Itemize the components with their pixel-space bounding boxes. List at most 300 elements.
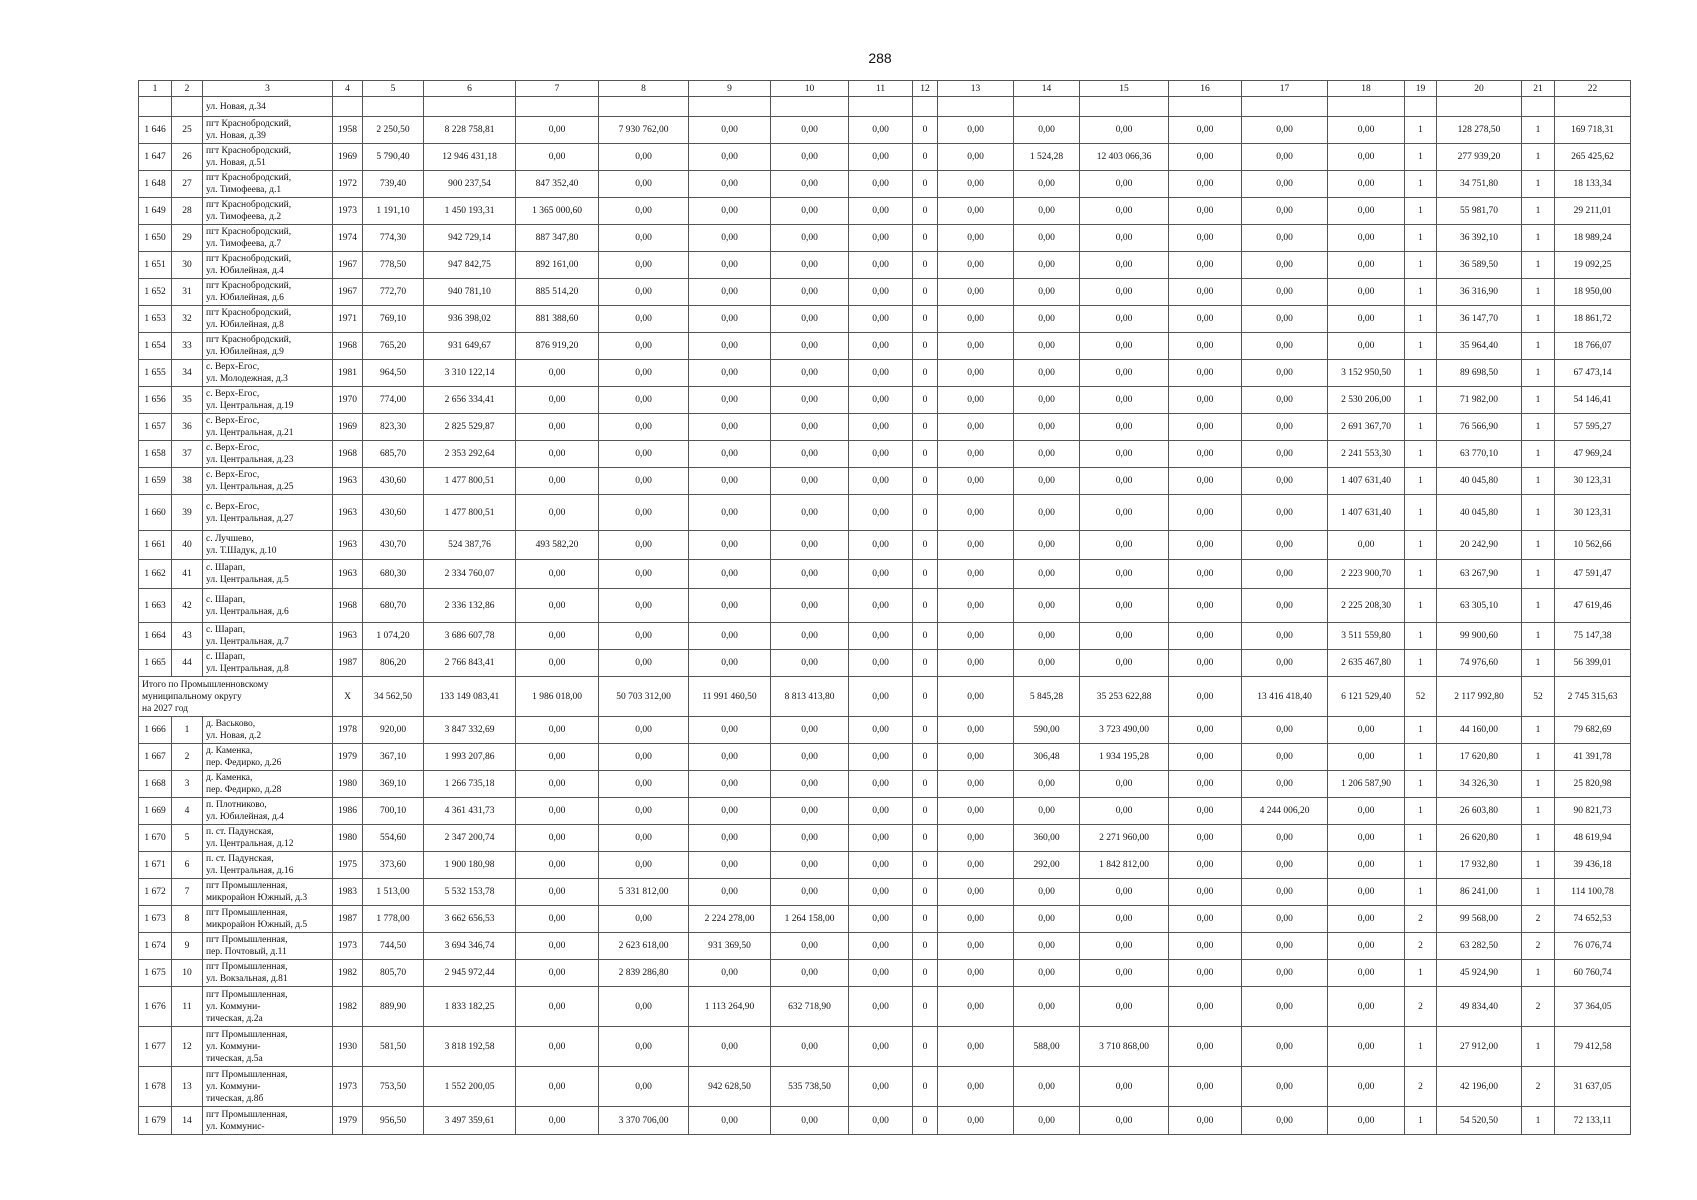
table-cell: 0,00	[1242, 387, 1328, 414]
table-cell: 1	[1522, 495, 1555, 531]
table-cell: 17 620,80	[1437, 744, 1522, 771]
table-cell: 8	[172, 906, 203, 933]
table-cell: 31	[172, 279, 203, 306]
table-cell: 30	[172, 252, 203, 279]
table-cell: 2 530 206,00	[1328, 387, 1405, 414]
table-row	[139, 960, 1631, 987]
table-cell: 0	[913, 960, 938, 987]
table-cell: 0,00	[516, 387, 599, 414]
table-cell: 43	[172, 623, 203, 650]
table-cell: 1958	[333, 117, 363, 144]
table-cell: 3 710 868,00	[1080, 1027, 1169, 1067]
table-cell: 0,00	[1242, 144, 1328, 171]
table-cell: 806,20	[363, 650, 424, 677]
table-cell: 13	[172, 1067, 203, 1107]
table-cell: 1	[1522, 717, 1555, 744]
table-row	[139, 144, 1631, 171]
table-cell: 5 331 812,00	[599, 879, 689, 906]
table-cell: 1	[1522, 960, 1555, 987]
table-cell: 2 353 292,64	[424, 441, 516, 468]
table-cell: 0,00	[771, 960, 849, 987]
table-cell: 0,00	[938, 387, 1014, 414]
table-cell: 0,00	[599, 333, 689, 360]
table-cell: 0,00	[771, 333, 849, 360]
table-cell: 0,00	[849, 825, 913, 852]
table-cell: 0,00	[599, 360, 689, 387]
table-cell: 1	[1405, 852, 1437, 879]
table-cell: 1974	[333, 225, 363, 252]
table-cell: 0,00	[849, 495, 913, 531]
table-cell: 0,00	[849, 717, 913, 744]
table-cell: 86 241,00	[1437, 879, 1522, 906]
address-cell: с. Шарап, ул. Центральная, д.5	[203, 560, 333, 589]
table-cell: 33	[172, 333, 203, 360]
table-row	[139, 441, 1631, 468]
table-cell: 34 326,30	[1437, 771, 1522, 798]
table-cell: 1	[1405, 744, 1437, 771]
table-cell	[1522, 97, 1555, 117]
table-cell: 0,00	[516, 468, 599, 495]
table-cell: 0,00	[599, 279, 689, 306]
table-cell: 1	[1522, 531, 1555, 560]
table-cell: 2 334 760,07	[424, 560, 516, 589]
table-cell: 1973	[333, 933, 363, 960]
table-cell: 0,00	[516, 1107, 599, 1135]
table-cell: 0,00	[849, 960, 913, 987]
table-cell: 1	[1522, 879, 1555, 906]
table-cell: 0,00	[1080, 414, 1169, 441]
table-cell: 44 160,00	[1437, 717, 1522, 744]
table-cell: 11 991 460,50	[689, 677, 771, 717]
table-cell: 1963	[333, 531, 363, 560]
table-cell: 0,00	[1169, 252, 1242, 279]
table-cell: 1	[1405, 306, 1437, 333]
table-cell: 1982	[333, 987, 363, 1027]
table-cell: 1	[1405, 117, 1437, 144]
table-cell: 0,00	[771, 225, 849, 252]
table-cell: 744,50	[363, 933, 424, 960]
table-cell: 0,00	[689, 744, 771, 771]
column-header: 9	[689, 81, 771, 97]
table-cell	[849, 97, 913, 117]
table-cell: 1	[1522, 171, 1555, 198]
table-cell: 0,00	[516, 771, 599, 798]
table-cell: 0,00	[1014, 414, 1080, 441]
address-cell: с. Шарап, ул. Центральная, д.6	[203, 589, 333, 623]
table-cell: 931 649,67	[424, 333, 516, 360]
table-cell: 0,00	[516, 1027, 599, 1067]
table-cell: 1 666	[139, 717, 172, 744]
table-cell: 0,00	[1242, 279, 1328, 306]
table-cell: 1	[1522, 1107, 1555, 1135]
table-cell: 1	[1522, 744, 1555, 771]
table-row	[139, 306, 1631, 333]
table-cell: 76 566,90	[1437, 414, 1522, 441]
table-cell: 0,00	[938, 798, 1014, 825]
table-cell: 0	[913, 144, 938, 171]
table-cell: 1	[1405, 560, 1437, 589]
table-cell: 0,00	[1328, 879, 1405, 906]
table-cell: 1969	[333, 144, 363, 171]
table-cell: 0,00	[849, 279, 913, 306]
table-cell: 1 900 180,98	[424, 852, 516, 879]
address-cell: с. Шарап, ул. Центральная, д.7	[203, 623, 333, 650]
table-cell: 805,70	[363, 960, 424, 987]
table-cell: 0	[913, 852, 938, 879]
table-cell: 4 244 006,20	[1242, 798, 1328, 825]
table-cell: 2 223 900,70	[1328, 560, 1405, 589]
table-cell: 0,00	[1169, 798, 1242, 825]
table-cell: 1 646	[139, 117, 172, 144]
table-cell	[1242, 97, 1328, 117]
column-header: 16	[1169, 81, 1242, 97]
table-cell: 1979	[333, 1107, 363, 1135]
table-cell: 79 682,69	[1555, 717, 1631, 744]
table-cell: 0,00	[599, 1027, 689, 1067]
table-cell: 1 524,28	[1014, 144, 1080, 171]
table-cell: 887 347,80	[516, 225, 599, 252]
table-cell: 0	[913, 623, 938, 650]
address-cell: с. Лучшево, ул. Т.Шадук, д.10	[203, 531, 333, 560]
table-cell: 2 656 334,41	[424, 387, 516, 414]
table-cell: 2 241 553,30	[1328, 441, 1405, 468]
table-cell: 0,00	[1242, 717, 1328, 744]
table-cell: 0	[913, 531, 938, 560]
table-cell: 0,00	[1080, 906, 1169, 933]
table-cell: 1 662	[139, 560, 172, 589]
table-cell: 0,00	[1242, 560, 1328, 589]
table-cell: 1	[1522, 360, 1555, 387]
table-cell: 0,00	[599, 171, 689, 198]
table-cell: 0	[913, 360, 938, 387]
table-cell: 1969	[333, 414, 363, 441]
table-cell: 0,00	[1014, 279, 1080, 306]
table-cell: 18 133,34	[1555, 171, 1631, 198]
table-cell: 0,00	[1242, 531, 1328, 560]
table-row	[139, 879, 1631, 906]
table-cell: 306,48	[1014, 744, 1080, 771]
table-cell: 1	[1405, 589, 1437, 623]
table-row	[139, 387, 1631, 414]
column-header: 19	[1405, 81, 1437, 97]
table-cell: 32	[172, 306, 203, 333]
table-cell: 0,00	[849, 1027, 913, 1067]
table-cell: 2 271 960,00	[1080, 825, 1169, 852]
table-cell: 554,60	[363, 825, 424, 852]
table-cell: 42	[172, 589, 203, 623]
table-cell: 0,00	[1328, 960, 1405, 987]
table-row	[139, 798, 1631, 825]
table-cell: 3 152 950,50	[1328, 360, 1405, 387]
table-cell: 0,00	[771, 495, 849, 531]
table-cell: 1 477 800,51	[424, 495, 516, 531]
table-cell: 0,00	[1080, 306, 1169, 333]
table-cell: 0,00	[1080, 560, 1169, 589]
table-cell: 0	[913, 1067, 938, 1107]
table-cell: 940 781,10	[424, 279, 516, 306]
address-cell: пгт Промышленная, микрорайон Южный, д.5	[203, 906, 333, 933]
table-cell: 0,00	[689, 531, 771, 560]
table-cell: 0,00	[1169, 495, 1242, 531]
table-cell: 5 532 153,78	[424, 879, 516, 906]
column-header: 12	[913, 81, 938, 97]
table-cell: 63 282,50	[1437, 933, 1522, 960]
table-cell: 680,30	[363, 560, 424, 589]
table-cell: 74 652,53	[1555, 906, 1631, 933]
table-cell: 0	[913, 987, 938, 1027]
table-cell: 0	[913, 906, 938, 933]
address-cell: пгт Краснобродский, ул. Тимофеева, д.1	[203, 171, 333, 198]
table-cell: 0,00	[599, 198, 689, 225]
table-cell: 47 969,24	[1555, 441, 1631, 468]
table-cell: 8 813 413,80	[771, 677, 849, 717]
table-cell: 2 224 278,00	[689, 906, 771, 933]
table-cell: 1 986 018,00	[516, 677, 599, 717]
table-cell: 0,00	[689, 560, 771, 589]
table-cell: 0,00	[1328, 1067, 1405, 1107]
table-cell: 1968	[333, 333, 363, 360]
table-cell: 0	[913, 717, 938, 744]
table-cell: 0,00	[689, 825, 771, 852]
table-cell: 1973	[333, 1067, 363, 1107]
table-cell: 1	[1405, 360, 1437, 387]
table-cell: 1	[1405, 879, 1437, 906]
table-row	[139, 623, 1631, 650]
table-cell: 1973	[333, 198, 363, 225]
table-cell: 0,00	[771, 879, 849, 906]
table-row	[139, 495, 1631, 531]
table-cell: 4	[172, 798, 203, 825]
table-cell: 0,00	[1328, 933, 1405, 960]
table-cell: 0,00	[1169, 623, 1242, 650]
table-cell: 0,00	[938, 1027, 1014, 1067]
table-cell: 1	[1405, 771, 1437, 798]
table-cell: 7	[172, 879, 203, 906]
table-cell: 9	[172, 933, 203, 960]
table-cell: 0,00	[849, 333, 913, 360]
table-cell: 0,00	[1242, 1067, 1328, 1107]
table-cell: 0,00	[938, 360, 1014, 387]
table-row	[139, 1107, 1631, 1135]
table-cell: 0,00	[849, 441, 913, 468]
table-cell: 0,00	[771, 144, 849, 171]
table-cell: 1	[1405, 144, 1437, 171]
address-cell: с. Верх-Егос, ул. Центральная, д.19	[203, 387, 333, 414]
table-cell: 1980	[333, 771, 363, 798]
table-cell: 0,00	[771, 771, 849, 798]
table-cell: 0,00	[771, 468, 849, 495]
table-cell	[516, 97, 599, 117]
table-cell: 0,00	[938, 623, 1014, 650]
table-cell: 2 839 286,80	[599, 960, 689, 987]
table-cell: 1	[1405, 531, 1437, 560]
table-cell: 49 834,40	[1437, 987, 1522, 1027]
table-cell: 0,00	[1169, 279, 1242, 306]
table-cell: 1	[1405, 225, 1437, 252]
address-cell: пгт Краснобродский, ул. Тимофеева, д.7	[203, 225, 333, 252]
table-cell	[1080, 97, 1169, 117]
table-cell: 0,00	[1169, 906, 1242, 933]
table-cell: 1 654	[139, 333, 172, 360]
table-cell: 1	[1405, 495, 1437, 531]
table-cell: 0,00	[1014, 306, 1080, 333]
table-row	[139, 333, 1631, 360]
table-cell: 0,00	[1328, 225, 1405, 252]
table-cell: 0,00	[1328, 144, 1405, 171]
table-cell: 0,00	[849, 852, 913, 879]
table-cell: 0,00	[1328, 171, 1405, 198]
table-cell: 1	[1522, 468, 1555, 495]
table-cell: 1 993 207,86	[424, 744, 516, 771]
table-cell: 0,00	[771, 441, 849, 468]
table-cell: 0,00	[1169, 117, 1242, 144]
table-cell: 1930	[333, 1027, 363, 1067]
table-cell: 1 657	[139, 414, 172, 441]
table-cell: 71 982,00	[1437, 387, 1522, 414]
table-cell: 1987	[333, 906, 363, 933]
table-cell	[424, 97, 516, 117]
table-cell: 1963	[333, 623, 363, 650]
table-cell: 1968	[333, 589, 363, 623]
table-cell: 0,00	[689, 879, 771, 906]
table-cell: 1	[1405, 798, 1437, 825]
table-cell: 1 647	[139, 144, 172, 171]
table-cell: 1	[1405, 468, 1437, 495]
table-cell: 1	[1405, 1107, 1437, 1135]
table-cell: 0,00	[1014, 589, 1080, 623]
table-cell: 0,00	[849, 468, 913, 495]
table-cell: 0,00	[1080, 117, 1169, 144]
column-header: 13	[938, 81, 1014, 97]
table-cell: 12	[172, 1027, 203, 1067]
table-row	[139, 279, 1631, 306]
table-cell: 0,00	[1242, 650, 1328, 677]
table-cell: 7 930 762,00	[599, 117, 689, 144]
table-cell	[938, 97, 1014, 117]
column-number-header	[139, 81, 1631, 97]
table-cell: 1 665	[139, 650, 172, 677]
table-cell: 1	[1522, 198, 1555, 225]
table-cell: 0,00	[1328, 798, 1405, 825]
table-cell: 0,00	[938, 1107, 1014, 1135]
table-cell: 0,00	[689, 1107, 771, 1135]
table-cell: 0	[913, 1027, 938, 1067]
table-cell: 0,00	[849, 1107, 913, 1135]
table-cell: 0,00	[1080, 225, 1169, 252]
table-cell: 0,00	[1080, 495, 1169, 531]
table-cell: 79 412,58	[1555, 1027, 1631, 1067]
table-cell: 1 206 587,90	[1328, 771, 1405, 798]
table-cell: 41	[172, 560, 203, 589]
table-cell: 0,00	[849, 225, 913, 252]
table-cell: 3 694 346,74	[424, 933, 516, 960]
table-cell: 1	[1405, 171, 1437, 198]
table-cell: 1975	[333, 852, 363, 879]
table-cell: 1980	[333, 825, 363, 852]
table-cell: 680,70	[363, 589, 424, 623]
table-cell: 876 919,20	[516, 333, 599, 360]
table-row	[139, 468, 1631, 495]
table-cell: 1 842 812,00	[1080, 852, 1169, 879]
table-cell: 0,00	[1242, 589, 1328, 623]
table-cell: 0,00	[938, 495, 1014, 531]
table-cell: 0,00	[1014, 798, 1080, 825]
table-cell: 34 751,80	[1437, 171, 1522, 198]
table-cell: 1 664	[139, 623, 172, 650]
table-cell: 0,00	[1242, 852, 1328, 879]
table-cell: 0,00	[689, 117, 771, 144]
table-cell: 700,10	[363, 798, 424, 825]
table-cell: 0,00	[1080, 650, 1169, 677]
table-row	[139, 171, 1631, 198]
table-cell: 29	[172, 225, 203, 252]
table-cell: 0,00	[1328, 252, 1405, 279]
table-cell: 0,00	[1014, 441, 1080, 468]
column-header: 5	[363, 81, 424, 97]
table-cell: 823,30	[363, 414, 424, 441]
table-cell: 26 620,80	[1437, 825, 1522, 852]
table-cell: 0,00	[599, 771, 689, 798]
table-cell	[913, 97, 938, 117]
table-cell: 1	[1522, 144, 1555, 171]
table-cell: 632 718,90	[771, 987, 849, 1027]
table-cell: 1 477 800,51	[424, 468, 516, 495]
table-cell: 0,00	[849, 560, 913, 589]
table-cell: 29 211,01	[1555, 198, 1631, 225]
table-cell: 0,00	[599, 252, 689, 279]
table-cell: 936 398,02	[424, 306, 516, 333]
table-cell: 0,00	[1242, 306, 1328, 333]
table-cell: 0,00	[1169, 987, 1242, 1027]
table-row	[139, 744, 1631, 771]
table-cell: 0,00	[689, 650, 771, 677]
table-cell: 2	[1522, 1067, 1555, 1107]
table-cell: 0,00	[771, 171, 849, 198]
table-cell	[1328, 97, 1405, 117]
table-cell: 1	[1522, 225, 1555, 252]
table-row	[139, 360, 1631, 387]
continuation-row	[139, 97, 1631, 117]
table-cell	[333, 97, 363, 117]
table-cell: 36 392,10	[1437, 225, 1522, 252]
table-cell: 2 225 208,30	[1328, 589, 1405, 623]
table-cell: 1 671	[139, 852, 172, 879]
address-cell: пгт Промышленная, ул. Коммунис-	[203, 1107, 333, 1135]
table-cell: 0,00	[1328, 333, 1405, 360]
table-cell: 0,00	[771, 252, 849, 279]
table-cell: 0,00	[849, 744, 913, 771]
table-cell: 3 497 359,61	[424, 1107, 516, 1135]
table-cell: 0,00	[516, 825, 599, 852]
column-header: 3	[203, 81, 333, 97]
table-cell: 2 745 315,63	[1555, 677, 1631, 717]
table-row	[139, 771, 1631, 798]
table-cell: 0,00	[689, 852, 771, 879]
table-cell: 0,00	[771, 623, 849, 650]
table-cell: 0,00	[1242, 1027, 1328, 1067]
table-cell: 12 946 431,18	[424, 144, 516, 171]
table-cell: 1	[1405, 198, 1437, 225]
table-cell: 1970	[333, 387, 363, 414]
table-cell: 3 310 122,14	[424, 360, 516, 387]
table-cell: 0	[913, 306, 938, 333]
table-cell: 1963	[333, 495, 363, 531]
table-cell: 1 661	[139, 531, 172, 560]
table-cell: 0,00	[938, 852, 1014, 879]
table-cell: 0,00	[1080, 798, 1169, 825]
table-cell: 40 045,80	[1437, 468, 1522, 495]
total-row	[139, 677, 1631, 717]
